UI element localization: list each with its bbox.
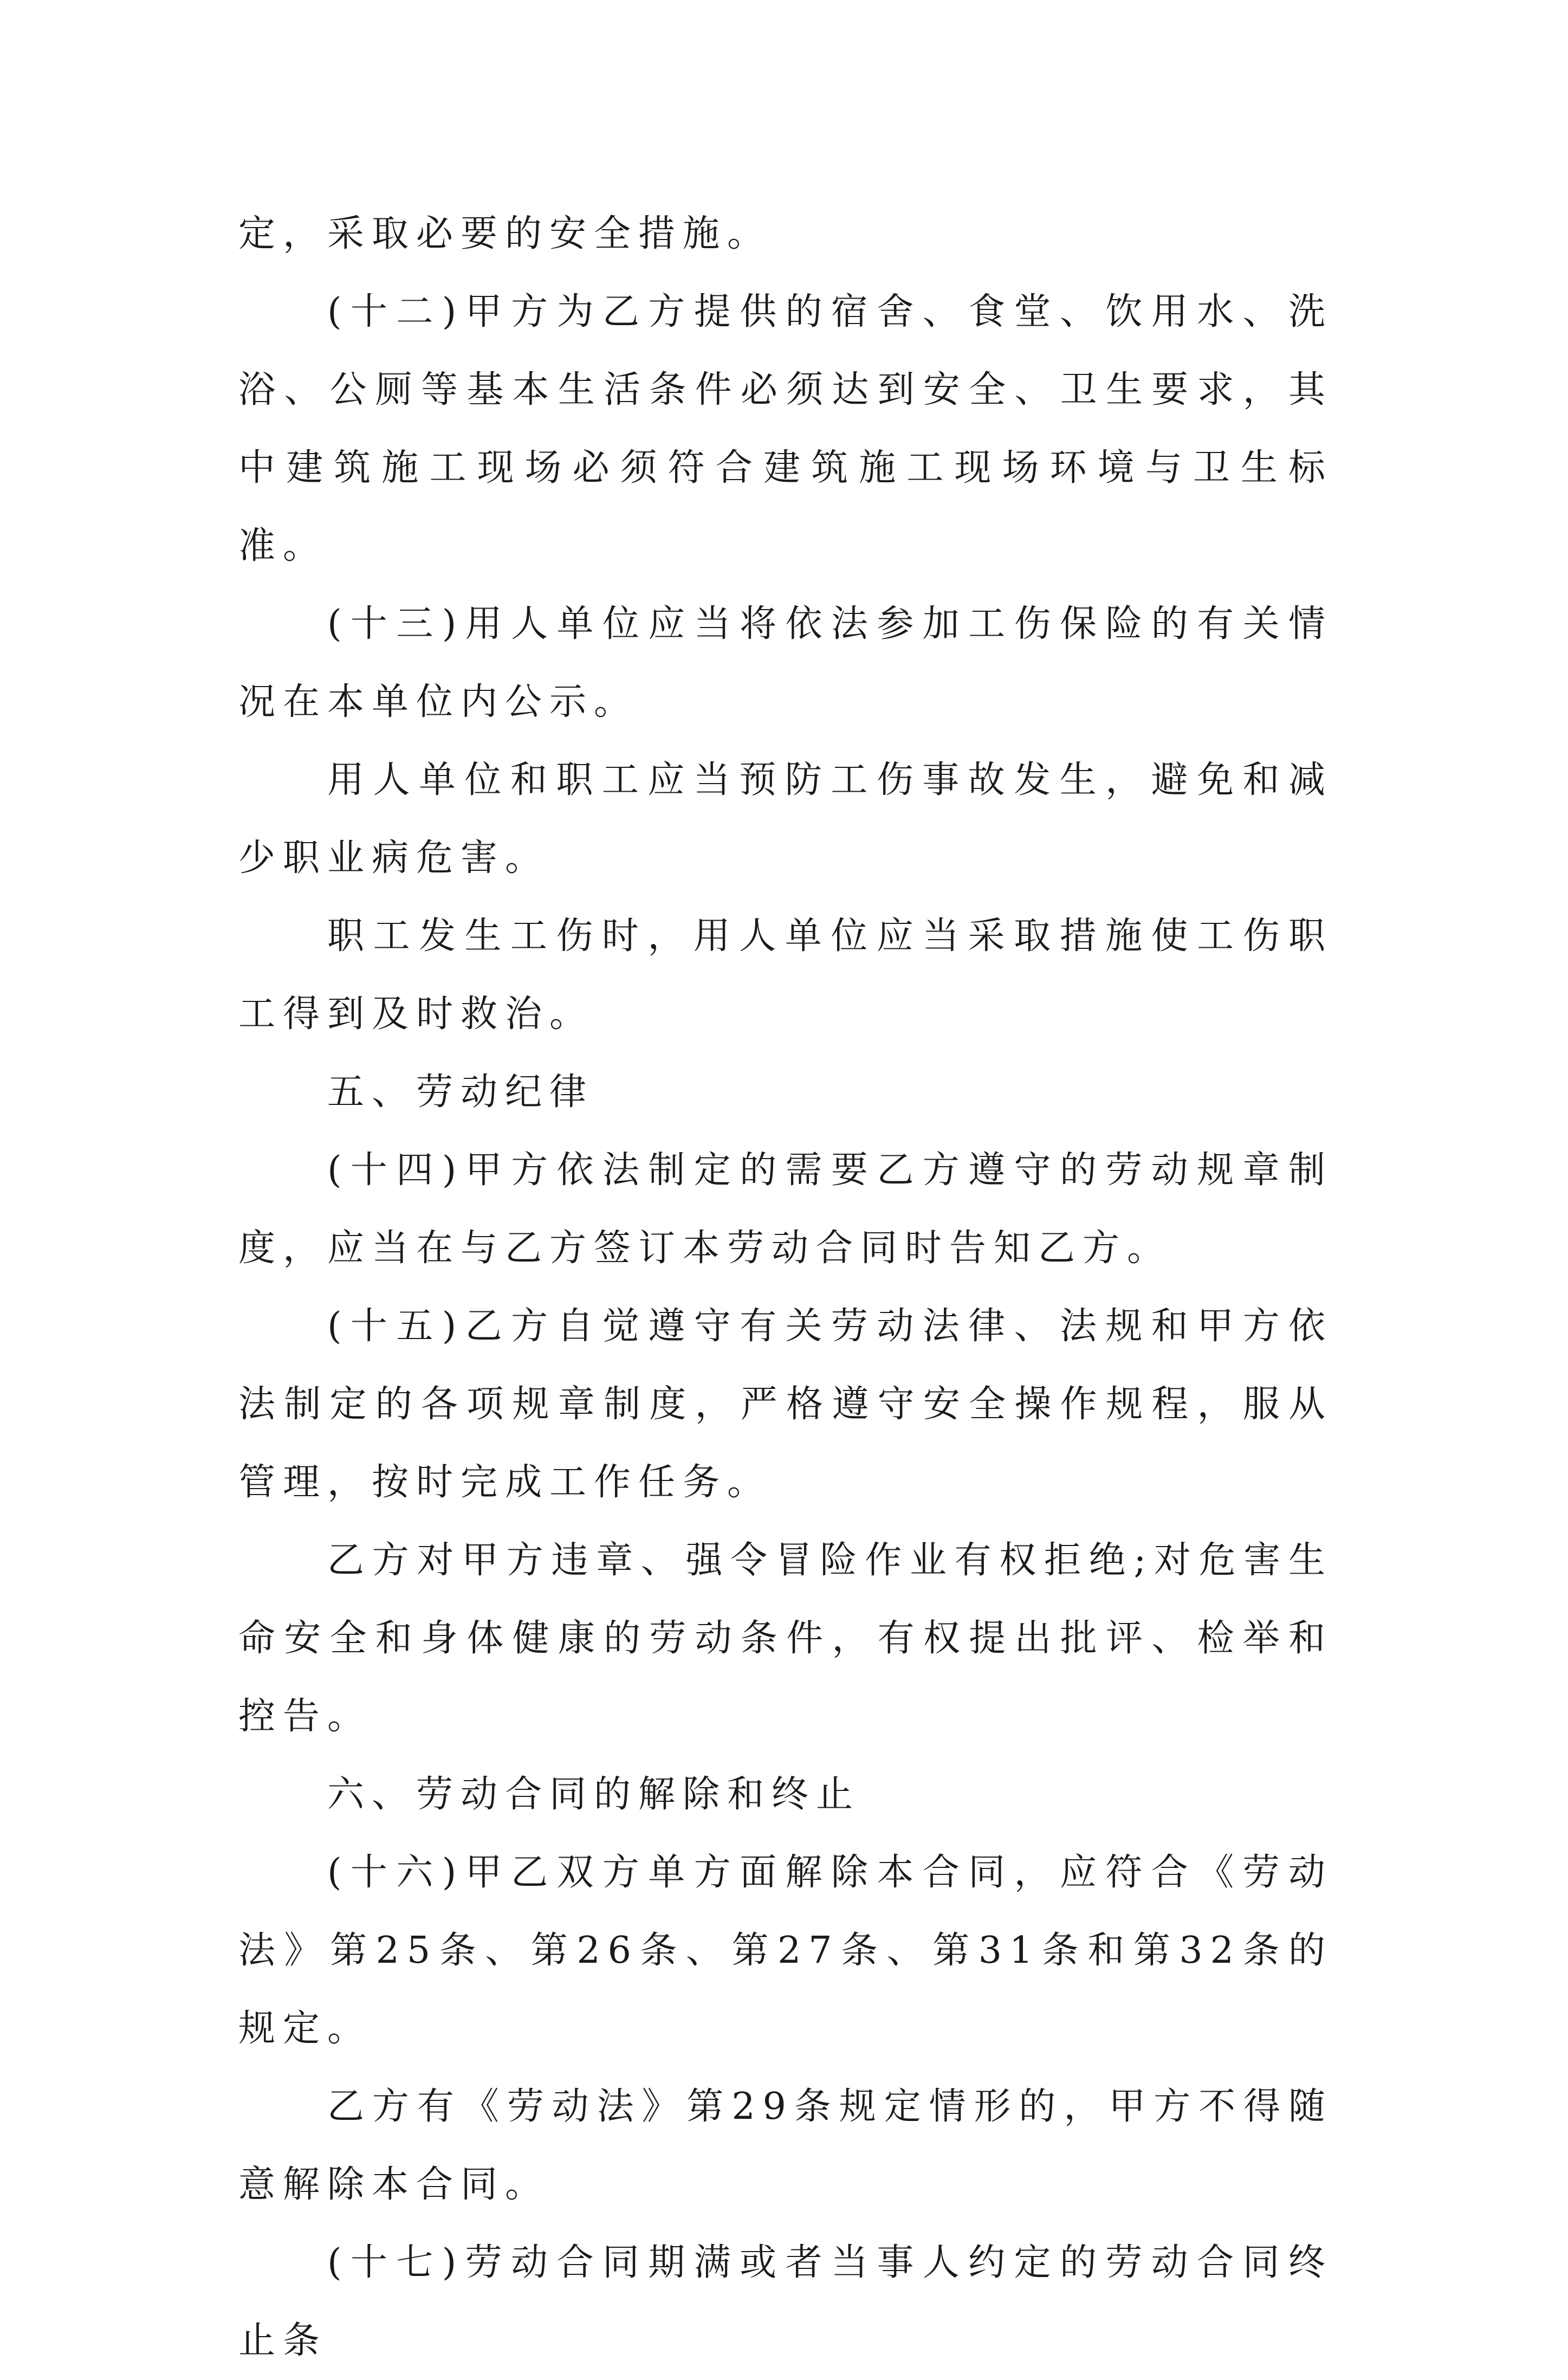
paragraph-clause-14: (十四)甲方依法制定的需要乙方遵守的劳动规章制度，应当在与乙方签订本劳动合同时告知乙方。 [238,1149,1333,1270]
paragraph-refusal-rights: 乙方对甲方违章、强令冒险作业有权拒绝;对危害生命安全和身体健康的劳动条件，有权提出批评、检举和控告。 [238,1539,1333,1738]
paragraph-clause-15: (十五)乙方自觉遵守有关劳动法律、法规和甲方依法制定的各项规章制度，严格遵守安全操作规程，服从管理，按时完成工作任务。 [238,1305,1333,1504]
paragraph-continuation: 定，采取必要的安全措施。 [238,212,772,255]
section-heading-termination: 六、劳动合同的解除和终止 [327,1773,861,1816]
paragraph-prevention: 用人单位和职工应当预防工伤事故发生，避免和减少职业病危害。 [238,759,1333,879]
paragraph-clause-13: (十三)用人单位应当将依法参加工伤保险的有关情况在本单位内公示。 [238,603,1333,723]
paragraph-clause-17: (十七)劳动合同期满或者当事人约定的劳动合同终止条 [238,2241,1333,2362]
paragraph-treatment: 职工发生工伤时，用人单位应当采取措施使工伤职工得到及时救治。 [238,915,1333,1036]
paragraph-article-29: 乙方有《劳动法》第29条规定情形的，甲方不得随意解除本合同。 [238,2085,1333,2206]
paragraph-clause-16: (十六)甲乙双方单方面解除本合同，应符合《劳动法》第25条、第26条、第27条、第31条和第32条的规定。 [238,1851,1333,2050]
section-heading-labor-discipline: 五、劳动纪律 [327,1071,594,1114]
document-page [238,195,1333,2380]
paragraph-clause-12: (十二)甲方为乙方提供的宿舍、食堂、饮用水、洗浴、公厕等基本生活条件必须达到安全、卫生要求，其中建筑施工现场必须符合建筑施工现场环境与卫生标准。 [238,290,1333,567]
